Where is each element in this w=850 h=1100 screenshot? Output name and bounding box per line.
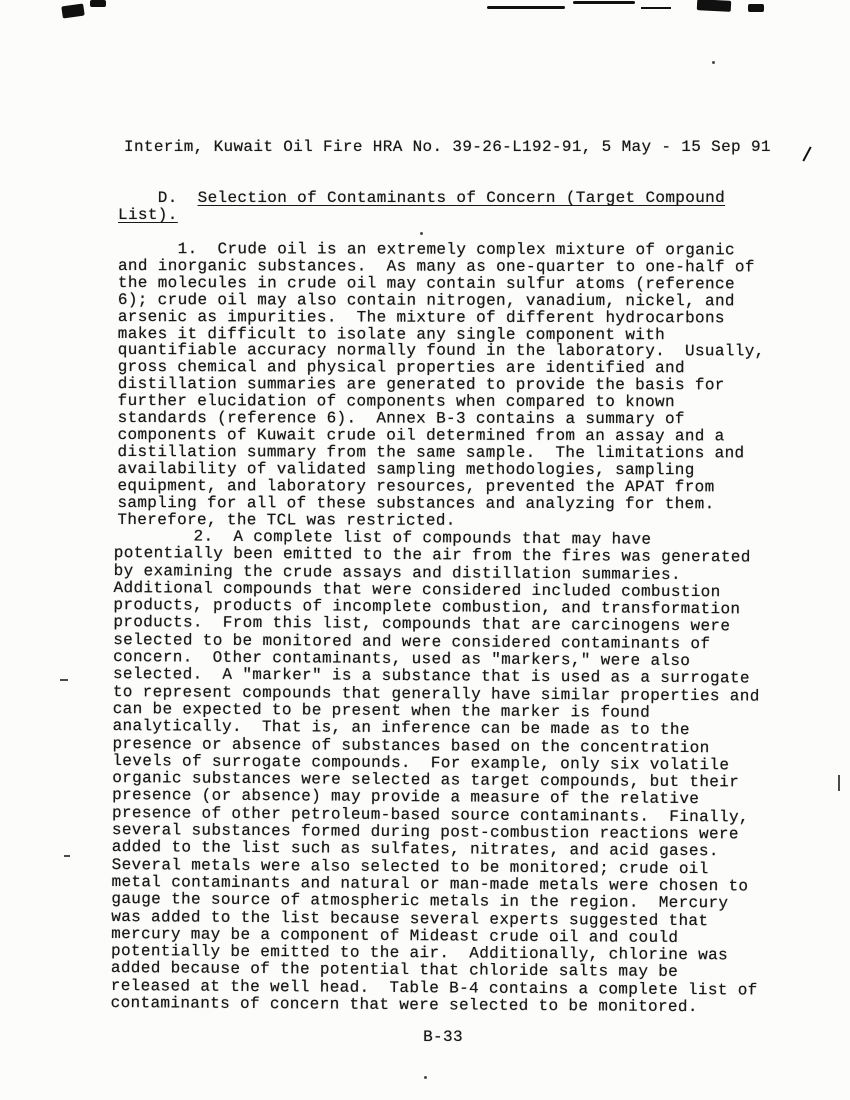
scan-artifact	[487, 6, 565, 9]
scan-artifact	[424, 1076, 427, 1079]
paragraph-1: 1. Crude oil is an extremely complex mixture of organic and inorganic substances. As many as one-quarter to one-half of the molecules in crude oil may contain sulfur atoms (reference 6); crude oil may also contain nitrogen, vanadium, nickel, and arsenic as impurities. The mixture of different hydrocarbons makes it difficult to isolate any single component with quantifiable accuracy normally found in the laboratory. Usually, gross chemical and physical properties are identified and distillation summaries are generated to provide the basis for further elucidation of components when compared to known standards (reference 6). Annex B-3 contains a summary of components of Kuwait crude oil determined from an assay and a distillation summary from the same sample. The limitations and availability of validated sampling methodologies, sampling equipment, and laboratory resources, prevented the APAT from sampling for all of these substances and analyzing for them. Therefore, the TCL was restricted.	[117, 240, 765, 530]
scan-artifact	[573, 1, 635, 4]
page-number: B-33	[423, 1028, 463, 1046]
scan-artifact	[712, 61, 715, 64]
scan-artifact	[61, 4, 84, 19]
scan-artifact	[697, 0, 732, 12]
scan-artifact	[60, 679, 68, 681]
scan-artifact	[64, 855, 70, 857]
section-heading	[118, 190, 725, 224]
section-title-continued: List).	[118, 205, 178, 224]
section-label: D.	[118, 189, 198, 207]
scan-artifact	[838, 775, 840, 791]
scan-artifact	[420, 232, 423, 235]
scan-artifact	[748, 4, 764, 12]
document-header: Interim, Kuwait Oil Fire HRA No. 39-26-L192-91, 5 May - 15 Sep 91	[124, 138, 771, 156]
section-title: Selection of Contaminants of Concern (Target Compound	[197, 189, 726, 207]
paragraph-2: 2. A complete list of compounds that may have potentially been emitted to the air from the fires was generated by examining the crude assays and distillation summaries. Additional compounds that were considered included combustion products, products of incomplete combustion, and transformation products. From this list, compounds that are carcinogens were selected to be monitored and were considered contaminants of concern. Other contaminants, used as "markers," were also selected. A "marker" is a substance that is used as a surrogate to represent compounds that generally have similar properties and can be expected to be present when the marker is found analytically. That is, an inference can be made as to the presence or absence of substances based on the concentration levels of surrogate compounds. For example, only six volatile organic substances were selected as target compounds, but their presence (or absence) may provide a measure of the relative presence of other petroleum-based source contaminants. Finally, several substances formed during post-combustion reactions were added to the list such as sulfates, nitrates, and acid gases. Several metals were also selected to be monitored; crude oil metal contaminants and natural or man-made metals were chosen to gauge the source of atmospheric metals in the region. Mercury was added to the list because several experts suggested that mercury may be a component of Mideast crude oil and could potentially be emitted to the air. Additionally, chlorine was added because of the potential that chloride salts may be released at the well head. Table B-4 contains a complete list of contaminants of concern that were selected to be monitored.	[110, 527, 760, 1017]
scan-artifact	[802, 146, 811, 161]
scan-artifact	[641, 7, 671, 9]
scan-artifact	[90, 0, 106, 7]
